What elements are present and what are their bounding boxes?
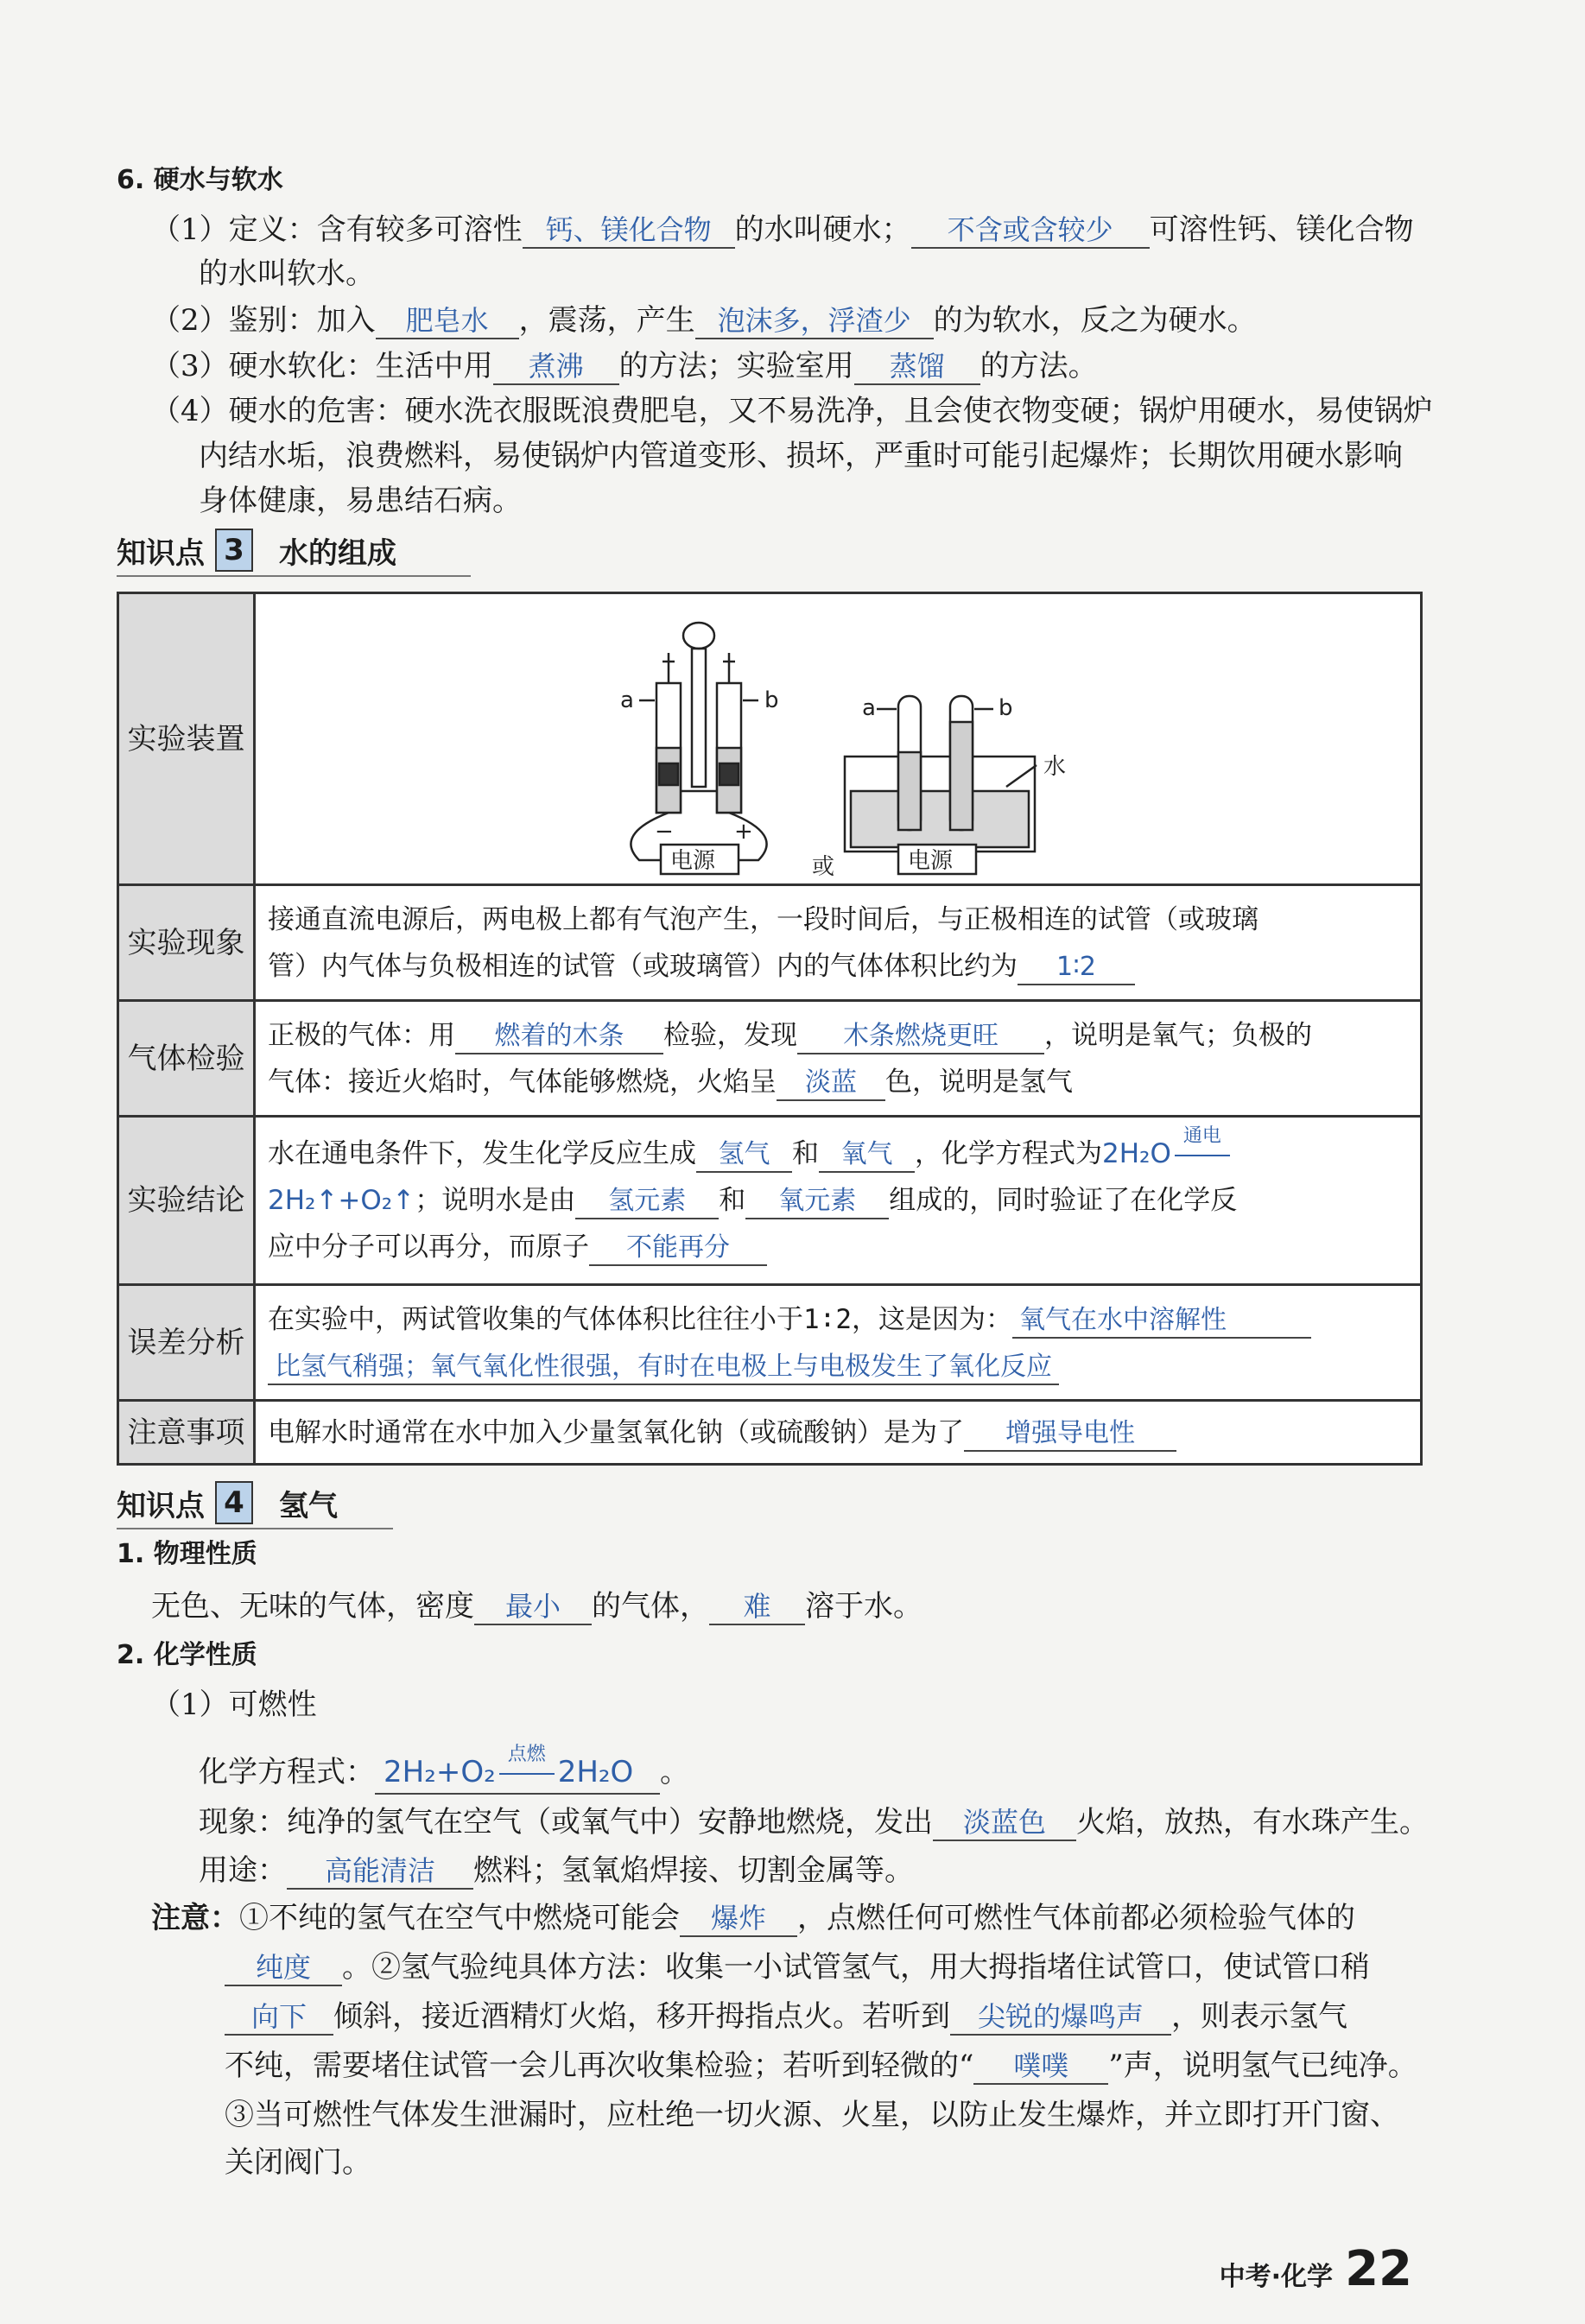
error-analysis-cell: 在实验中，两试管收集的气体体积比往往小于1∶2，这是因为： 氧气在水中溶解性 比氢气稍强；氧气氧化性很强，有时在电极上与电极发生了氧化反应 bbox=[255, 1285, 1422, 1401]
answer-blank: 钙、镁化合物 bbox=[523, 212, 735, 249]
row-header: 注意事项 bbox=[118, 1401, 255, 1465]
answer-blank: 比氢气稍强；氧气氧化性很强，有时在电极上与电极发生了氧化反应 bbox=[268, 1351, 1059, 1385]
note-line-3: 向下 倾斜，接近酒精灯火焰，移开拇指点火。若听到 尖锐的爆鸣声 ，则表示氢气 bbox=[225, 1996, 1347, 2037]
combustibility-line: （1）可燃性 bbox=[151, 1688, 317, 1722]
conclusion-cell: 水在通电条件下，发生化学反应生成 氢气 和 氧气 ，化学方程式为2H₂O 通电 2H₂↑+O₂↑；说明水是由 氢元素 和 氧元素 组成的，同时验证了在化学反 应中分子可以再分，而原子 不能再分 bbox=[255, 1117, 1422, 1285]
knowledge-point-3 bbox=[117, 529, 471, 577]
note-line-1: 注意：①不纯的氢气在空气中燃烧可能会 爆炸 ，点燃任何可燃性气体前都必须检验气体的 bbox=[151, 1901, 1355, 1935]
softening-line: （3）硬水软化：生活中用 煮沸 的方法；实验室用 蒸馏 的方法。 bbox=[151, 349, 1098, 383]
answer-blank: 向下 bbox=[225, 1999, 333, 2036]
kp-label: 知识点 bbox=[117, 535, 205, 571]
answer-blank: 1∶2 bbox=[1018, 951, 1135, 985]
note-line-5: ③当可燃性气体发生泄漏时，应杜绝一切火源、火星，以防止发生爆炸，并立即打开门窗、 bbox=[225, 2098, 1399, 2132]
phenomenon-line: 现象：纯净的氢气在空气（或氧气中）安静地燃烧，发出 淡蓝色 火焰，放热，有水珠产生。 bbox=[199, 1805, 1429, 1840]
kp-number: 3 bbox=[215, 529, 253, 572]
water-label: 水 bbox=[1043, 753, 1067, 780]
answer-blank: 氢元素 bbox=[575, 1185, 719, 1219]
label-b2: b bbox=[999, 694, 1013, 721]
note-line-2: 纯度 。②氢气验纯具体方法：收集一小试管氢气，用大拇指堵住试管口，使试管口稍 bbox=[225, 1947, 1370, 1988]
plus-sign: + bbox=[734, 818, 753, 845]
kp-number: 4 bbox=[215, 1481, 253, 1524]
label-b: b bbox=[764, 687, 779, 713]
answer-blank: 淡蓝色 bbox=[933, 1805, 1076, 1841]
answer-blank: 蒸馏 bbox=[854, 349, 980, 385]
answer-blank: 不能再分 bbox=[589, 1232, 767, 1266]
label-a2: a bbox=[862, 694, 876, 721]
physical-line: 无色、无味的气体，密度 最小 的气体， 难 溶于水。 bbox=[151, 1589, 922, 1624]
kp-label: 知识点 bbox=[117, 1488, 205, 1523]
answer-blank: 煮沸 bbox=[493, 349, 619, 385]
kp-title: 水的组成 bbox=[279, 535, 396, 571]
harm-line-1: （4）硬水的危害：硬水洗衣服既浪费肥皂，又不易洗净，且会使衣物变硬；锅炉用硬水，易使锅炉 bbox=[151, 394, 1433, 428]
subsection-title: 2. 化学性质 bbox=[117, 1640, 257, 1670]
answer-blank: 增强导电性 bbox=[964, 1417, 1176, 1452]
answer-blank: 噗噗 bbox=[973, 2049, 1108, 2085]
answer-blank: 氢气 bbox=[696, 1138, 792, 1173]
section-title: 6. 硬水与软水 bbox=[117, 165, 283, 195]
answer-blank: 爆炸 bbox=[680, 1901, 797, 1937]
answer-blank: 木条燃烧更旺 bbox=[797, 1020, 1044, 1054]
row-header: 实验结论 bbox=[118, 1117, 255, 1285]
note-line-6: 关闭阀门。 bbox=[225, 2145, 371, 2180]
row-header: 误差分析 bbox=[118, 1285, 255, 1401]
row-header: 气体检验 bbox=[118, 1001, 255, 1117]
answer-blank: 高能清洁 bbox=[287, 1853, 473, 1890]
answer-blank: 最小 bbox=[474, 1589, 592, 1625]
precaution-cell: 电解水时通常在水中加入少量氢氧化钠（或硫酸钠）是为了 增强导电性 bbox=[255, 1401, 1422, 1465]
use-line: 用途： 高能清洁 燃料；氢氧焰焊接、切割金属等。 bbox=[199, 1853, 914, 1888]
answer-blank: 纯度 bbox=[225, 1950, 342, 1986]
answer-blank: 难 bbox=[709, 1589, 805, 1625]
identify-line: （2）鉴别：加入 肥皂水 ，震荡，产生 泡沫多，浮渣少 的为软水，反之为硬水。 bbox=[151, 303, 1257, 338]
answer-blank: 尖锐的爆鸣声 bbox=[950, 1999, 1171, 2036]
phenomenon-cell: 接通直流电源后，两电极上都有气泡产生，一段时间后，与正极相连的试管（或玻璃 管）内气体与负极相连的试管（或玻璃管）内的气体体积比约为 1∶2 bbox=[255, 885, 1422, 1001]
row-header: 实验装置 bbox=[118, 593, 255, 885]
minus-sign: − bbox=[655, 818, 674, 845]
answer-blank: 燃着的木条 bbox=[455, 1020, 663, 1054]
label-a: a bbox=[620, 687, 634, 713]
experiment-table bbox=[117, 592, 1423, 1466]
page-footer bbox=[1220, 2241, 1412, 2297]
footer-subject: 中考·化学 bbox=[1219, 2262, 1334, 2292]
row-header: 实验现象 bbox=[118, 885, 255, 1001]
subsection-title: 1. 物理性质 bbox=[117, 1539, 257, 1569]
kp-title: 氢气 bbox=[279, 1488, 338, 1523]
knowledge-point-4 bbox=[117, 1481, 393, 1529]
power-label-2: 电源 bbox=[908, 847, 954, 874]
answer-blank: 氧元素 bbox=[745, 1185, 889, 1219]
answer-blank: 肥皂水 bbox=[376, 303, 519, 339]
answer-blank: 氧气 bbox=[819, 1138, 915, 1173]
apparatus-cell bbox=[255, 593, 1422, 885]
power-label: 电源 bbox=[670, 847, 716, 874]
harm-line-2: 内结水垢，浪费燃料，易使锅炉内管道变形、损坏，严重时可能引起爆炸；长期饮用硬水影响 bbox=[199, 439, 1403, 473]
definition-line: （1）定义：含有较多可溶性 钙、镁化合物 的水叫硬水； 不含或含较少 可溶性钙、镁化合物 bbox=[151, 212, 1414, 247]
harm-line-3: 身体健康，易患结石病。 bbox=[199, 484, 522, 518]
answer-blank: 泡沫多，浮渣少 bbox=[695, 303, 934, 339]
or-label: 或 bbox=[812, 853, 835, 877]
equation-line: 化学方程式： 2H₂+O₂ 点燃 2H₂O 。 bbox=[199, 1751, 689, 1795]
answer-blank: 淡蓝 bbox=[777, 1067, 885, 1101]
gas-test-cell: 正极的气体：用 燃着的木条 检验，发现 木条燃烧更旺 ，说明是氧气；负极的 气体：接近火焰时，气体能够燃烧，火焰呈 淡蓝 色，说明是氢气 bbox=[255, 1001, 1422, 1117]
answer-blank: 不含或含较少 bbox=[911, 212, 1150, 249]
page-number: 22 bbox=[1345, 2241, 1412, 2297]
definition-line-2: 的水叫软水。 bbox=[199, 256, 375, 291]
note-line-4: 不纯，需要堵住试管一会儿再次收集检验；若听到轻微的“ 噗噗 ”声，说明氢气已纯净。 bbox=[225, 2049, 1417, 2083]
electrolysis-apparatus-diagram bbox=[268, 601, 1408, 877]
answer-blank: 氧气在水中溶解性 bbox=[1012, 1304, 1311, 1339]
